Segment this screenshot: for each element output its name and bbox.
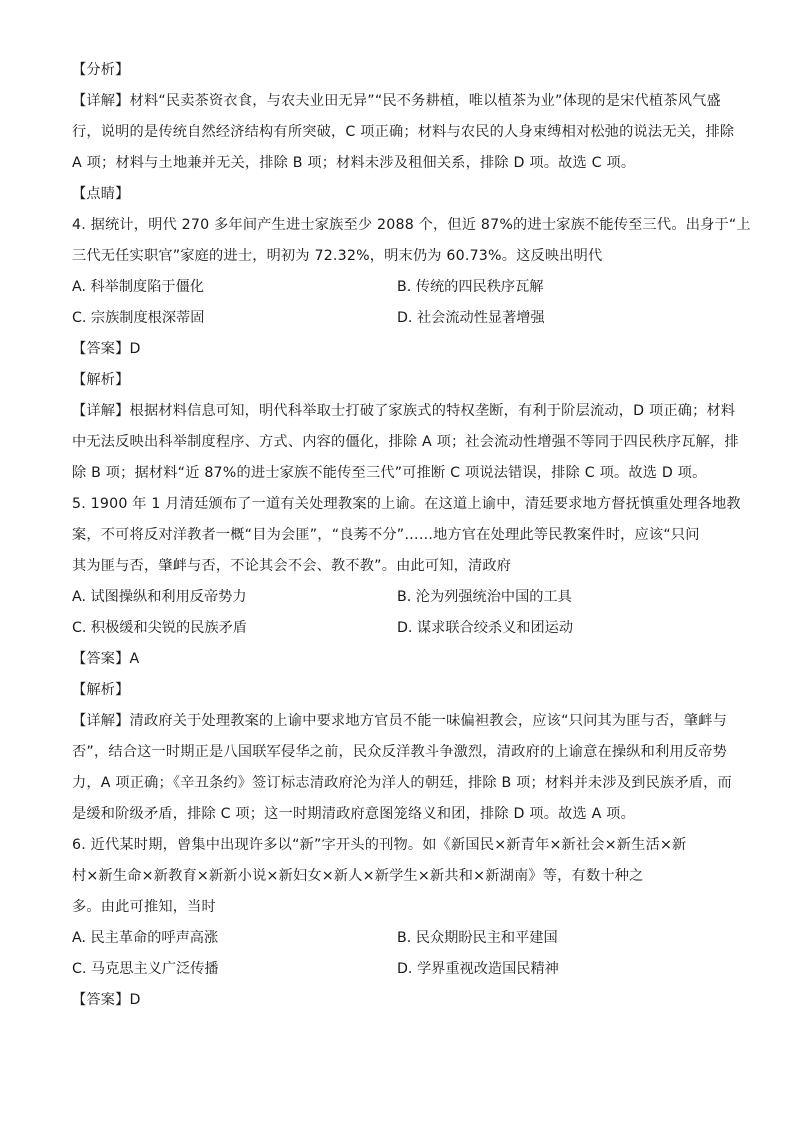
option-left: C. 马克思主义广泛传播	[72, 961, 219, 977]
option-right: D. 谋求联合绞杀义和团运动	[397, 620, 574, 636]
option-row	[72, 618, 722, 639]
text-line: A 项；材料与土地兼并无关，排除 B 项；材料未涉及租佃关系，排除 D 项。故选 C 项。	[72, 155, 636, 171]
option-left: A. 试图操纵和利用反帝势力	[72, 589, 247, 605]
option-right: D. 社会流动性显著增强	[397, 310, 545, 326]
text-line: 6. 近代某时期，曾集中出现许多以“新”字开头的刊物。如《新国民×新青年×新社会×新生活×新	[72, 837, 687, 853]
option-right: B. 沦为列强统治中国的工具	[397, 589, 572, 605]
option-left: C. 宗族制度根深蒂固	[72, 310, 205, 326]
text-line: 除 B 项；据材料“近 87%的进士家族不能传至三代”可推断 C 项说法错误，排除 C 项。故选 D 项。	[72, 465, 707, 481]
option-right: B. 民众期盼民主和平建国	[397, 930, 558, 946]
option-row	[72, 928, 722, 949]
option-right: B. 传统的四民秩序瓦解	[397, 279, 544, 295]
text-line: 【解析】	[72, 372, 130, 388]
text-line: 【答案】D	[72, 341, 141, 357]
text-line: 【详解】材料“民卖茶资衣食，与农夫业田无异”“民不务耕植，唯以植茶为业”体现的是宋代植茶风气盛	[72, 93, 721, 109]
document-page	[72, 60, 751, 1021]
text-line: 案，不可将反对洋教者一概“目为会匪”，“良莠不分”……地方官在处理此等民教案件时，应该“只问	[72, 527, 700, 543]
text-line: 【答案】A	[72, 651, 140, 667]
option-right: D. 学界重视改造国民精神	[397, 961, 559, 977]
option-row	[72, 308, 722, 329]
text-line: 中无法反映出科举制度程序、方式、内容的僵化，排除 A 项；社会流动性增强不等同于四民秩序瓦解，排	[72, 434, 739, 450]
text-line: 否”，结合这一时期正是八国联军侵华之前，民众反洋教斗争激烈，清政府的上谕意在操纵和利用反帝势	[72, 744, 727, 760]
text-line: 三代无任实职官”家庭的进士，明初为 72.32%，明末仍为 60.73%。这反映出明代	[72, 248, 603, 264]
option-row	[72, 959, 722, 980]
text-line: 村×新生命×新教育×新新小说×新妇女×新人×新学生×新共和×新湖南》等，有数十种之	[72, 868, 644, 884]
text-line: 【分析】	[72, 62, 130, 78]
text-line: 多。由此可推知，当时	[72, 899, 216, 915]
text-line: 【详解】根据材料信息可知，明代科举取士打破了家族式的特权垄断，有利于阶层流动，D 项正确；材料	[72, 403, 736, 419]
text-line: 【解析】	[72, 682, 130, 698]
text-line: 是缓和阶级矛盾，排除 C 项；这一时期清政府意图笼络义和团，排除 D 项。故选 A 项。	[72, 806, 635, 822]
text-line: 【答案】D	[72, 992, 141, 1008]
option-left: A. 民主革命的呼声高涨	[72, 930, 219, 946]
option-left: C. 积极缓和尖锐的民族矛盾	[72, 620, 247, 636]
option-row	[72, 587, 722, 608]
option-left: A. 科举制度陷于僵化	[72, 279, 204, 295]
text-line: 5. 1900 年 1 月清廷颁布了一道有关处理教案的上谕。在这道上谕中，清廷要求地方督抚慎重处理各地教	[72, 496, 741, 512]
text-line: 【点睛】	[72, 186, 130, 202]
text-line: 【详解】清政府关于处理教案的上谕中要求地方官员不能一味偏袒教会，应该“只问其为匪与否，肇衅与	[72, 713, 727, 729]
text-line: 行，说明的是传统自然经济结构有所突破，C 项正确；材料与农民的人身束缚相对松弛的说法无关，排除	[72, 124, 735, 140]
text-line: 其为匪与否，肇衅与否，不论其会不会、教不教”。由此可知，清政府	[72, 558, 512, 574]
text-line: 力，A 项正确；《辛丑条约》签订标志清政府沦为洋人的朝廷，排除 B 项；材料并未涉及到民族矛盾，而	[72, 775, 732, 791]
option-row	[72, 277, 722, 298]
text-line: 4. 据统计，明代 270 多年间产生进士家族至少 2088 个，但近 87%的进士家族不能传至三代。出身于“上	[72, 217, 751, 233]
